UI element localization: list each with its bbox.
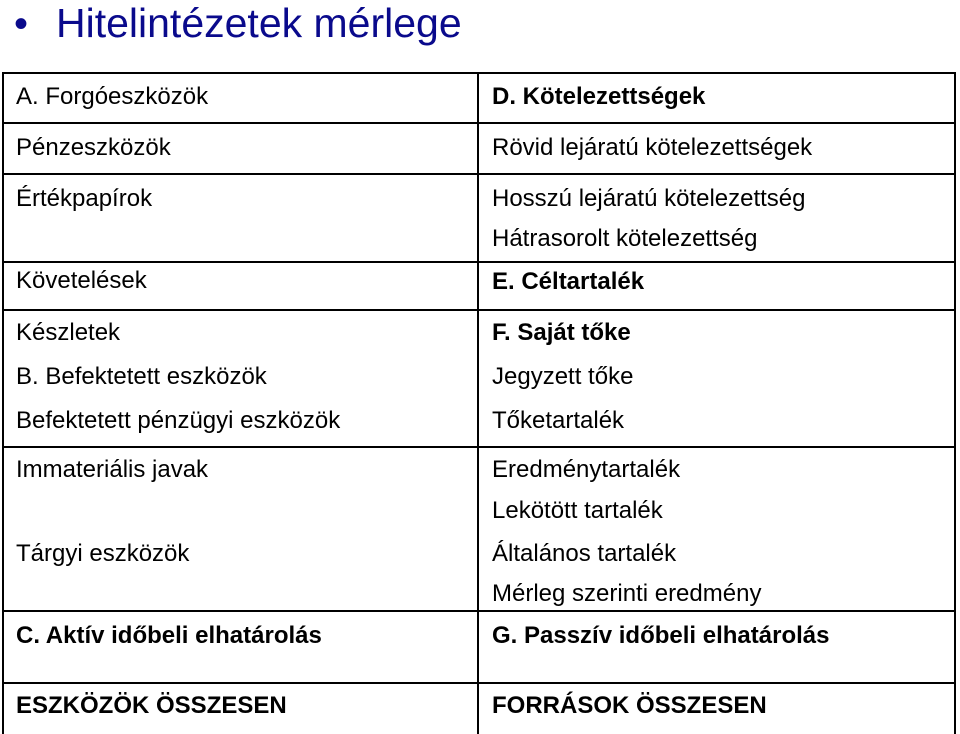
row-border xyxy=(2,173,956,175)
kotelezettsegek-header: D. Kötelezettségek xyxy=(492,83,706,110)
befektetett-penzugyi-label: Befektetett pénzügyi eszközök xyxy=(16,407,341,434)
bullet-icon: • xyxy=(14,2,29,46)
eredmenytartalek-label: Eredménytartalék xyxy=(492,456,681,483)
rovid-lejaratu-label: Rövid lejáratú kötelezettségek xyxy=(492,134,813,161)
aktiv-idobeli-label: C. Aktív időbeli elhatárolás xyxy=(16,622,322,649)
row-border xyxy=(2,682,956,684)
table-border-left xyxy=(2,72,4,734)
table-border-middle xyxy=(477,72,479,734)
row-border xyxy=(2,610,956,612)
row-border xyxy=(2,309,956,311)
eszkozok-osszesen-label: ESZKÖZÖK ÖSSZESEN xyxy=(16,692,287,719)
lekotott-tartalek-label: Lekötött tartalék xyxy=(492,497,663,524)
immaterialis-javak-label: Immateriális javak xyxy=(16,456,209,483)
table-border-right xyxy=(954,72,956,734)
penzeszkozok-label: Pénzeszközök xyxy=(16,134,171,161)
hosszu-lejaratu-label: Hosszú lejáratú kötelezettség xyxy=(492,185,806,212)
sajat-toke-header: F. Saját tőke xyxy=(492,319,631,346)
targyi-eszkozok-label: Tárgyi eszközök xyxy=(16,540,190,567)
toketartalek-label: Tőketartalék xyxy=(492,407,625,434)
slide-title-row xyxy=(0,0,960,60)
altalanos-tartalek-label: Általános tartalék xyxy=(492,540,677,567)
kovetelesek-label: Követelések xyxy=(16,267,147,294)
hatrasorolt-label: Hátrasorolt kötelezettség xyxy=(492,225,758,252)
slide-title: Hitelintézetek mérlege xyxy=(56,0,462,46)
forrasok-osszesen-label: FORRÁSOK ÖSSZESEN xyxy=(492,692,767,719)
befektetett-eszkozok-header: B. Befektetett eszközök xyxy=(16,363,267,390)
merleg-szerinti-label: Mérleg szerinti eredmény xyxy=(492,580,762,607)
row-border xyxy=(2,122,956,124)
celtartalek-header: E. Céltartalék xyxy=(492,268,645,295)
row-border xyxy=(2,446,956,448)
passziv-idobeli-label: G. Passzív időbeli elhatárolás xyxy=(492,622,830,649)
jegyzett-toke-label: Jegyzett tőke xyxy=(492,363,634,390)
row-border xyxy=(2,261,956,263)
forgoeszkozok-header: A. Forgóeszközök xyxy=(16,83,209,110)
row-border xyxy=(2,72,956,74)
keszletek-label: Készletek xyxy=(16,319,121,346)
balance-sheet-table xyxy=(2,72,956,734)
ertekpapirok-label: Értékpapírok xyxy=(16,185,153,212)
